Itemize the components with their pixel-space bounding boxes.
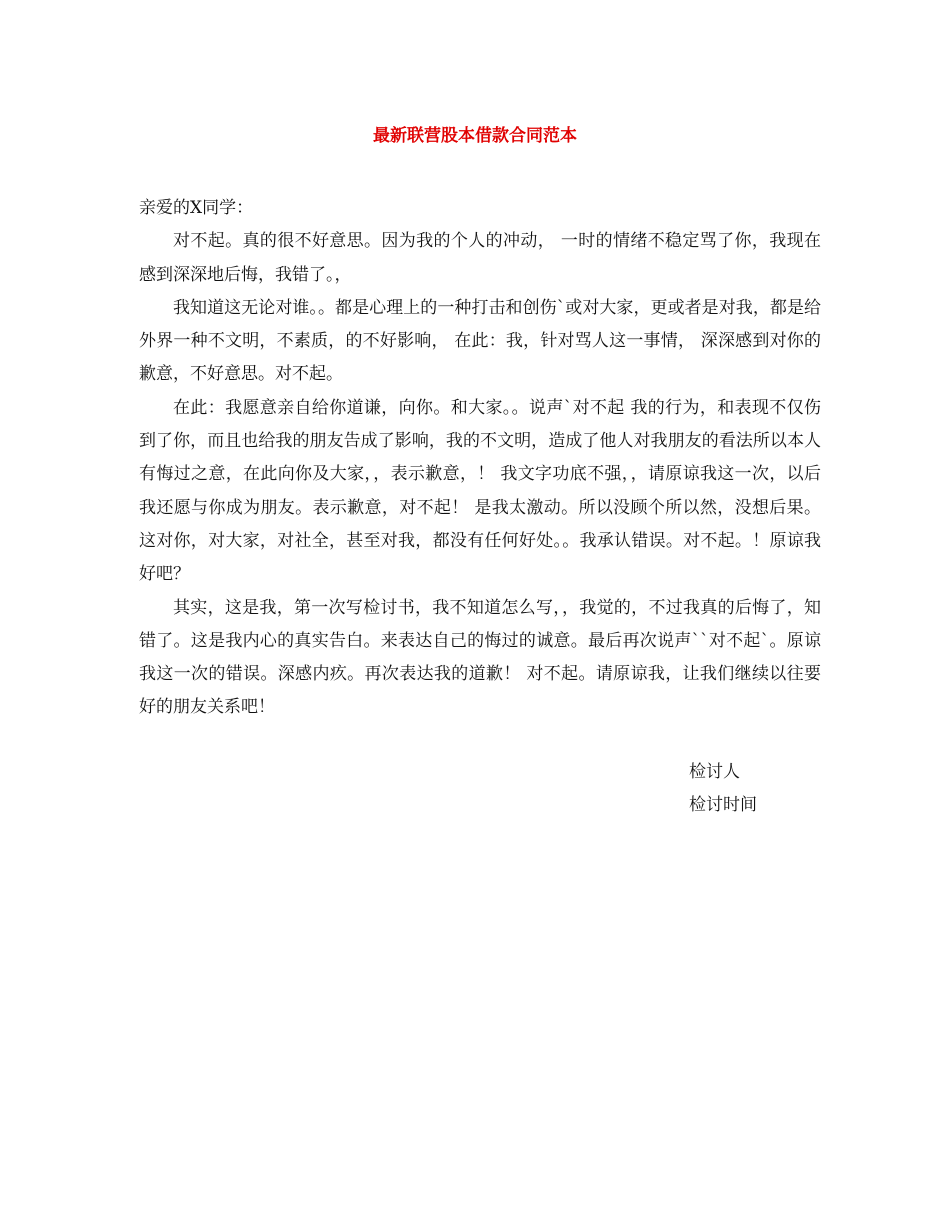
paragraph-3: 在此：我愿意亲自给你道谦，向你。和大家。。说声`对不起 我的行为，和表现不仅伤到了你，而且也给我的朋友告成了影响，我的不文明，造成了他人对我朋友的看法所以本人有悔过之意，在此向你及大家，，表示歉意，！ 我文字功底不强，，请原谅我这一次，以后我还愿与你成为朋友。表示歉意，对不起！ 是我太激动。所以没顾个所以然，没想后果。这对你，对大家，对社全，甚至对我，都没有任何好处。。我承认错误。对不起。！原谅我好吧？ — [139, 397, 821, 585]
document-body — [139, 192, 821, 725]
paragraph-4: 其实，这是我，第一次写检讨书，我不知道怎么写，，我觉的，不过我真的后悔了，知错了。这是我内心的真实告白。来表达自己的悔过的诚意。最后再次说声``对不起`。原谅我这一次的错误。深感内疚。再次表达我的道歉！ 对不起。请原谅我，让我们继续以往要好的朋友关系吧！ — [139, 597, 821, 718]
signature-author-label: 检讨人 — [689, 762, 740, 782]
salutation: 亲爱的X同学： — [139, 198, 254, 218]
paragraph-2: 我知道这无论对谁。。都是心理上的一种打击和创伤`或对大家，更或者是对我，都是给外界一种不文明，不素质，的不好影响， 在此：我，针对骂人这一事情， 深深感到对你的歉意，不好意思。对不起。 — [139, 297, 821, 385]
document-title: 最新联营股本借款合同范本 — [373, 126, 577, 146]
signature-block — [689, 756, 757, 823]
signature-time-label: 检讨时间 — [689, 795, 757, 816]
paragraph-1: 对不起。真的很不好意思。因为我的个人的冲动， 一时的情绪不稳定骂了你，我现在感到深深地后悔，我错了。， — [139, 231, 821, 285]
